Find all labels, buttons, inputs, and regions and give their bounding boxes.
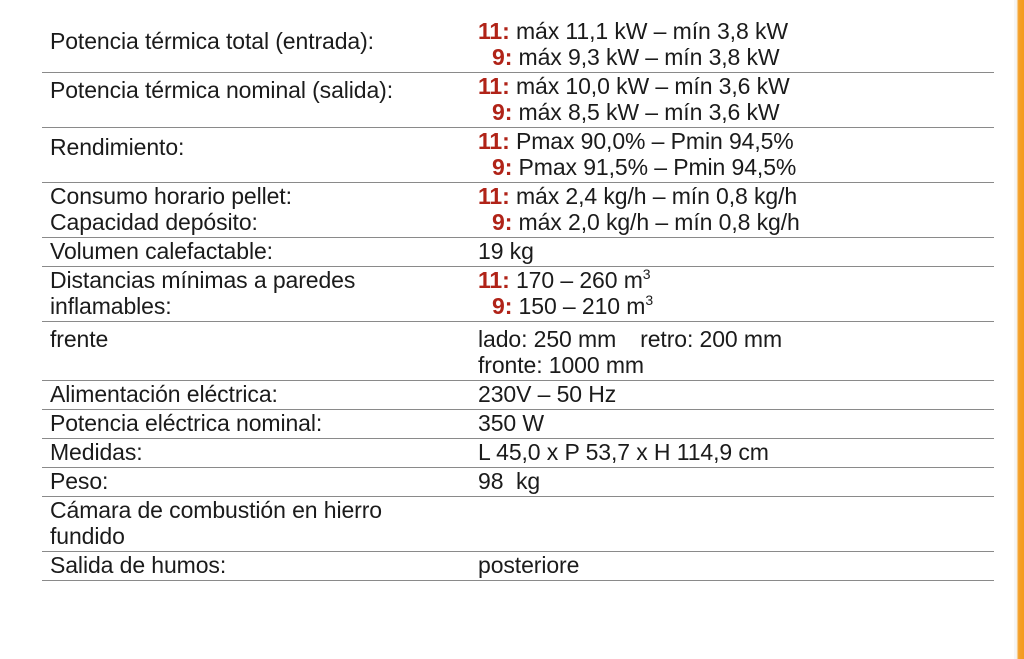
value-line bbox=[478, 326, 994, 352]
table-row bbox=[42, 497, 994, 552]
table-row bbox=[42, 183, 994, 238]
model-number: 11: bbox=[478, 18, 510, 44]
row-value bbox=[468, 410, 994, 439]
label-line: Medidas: bbox=[50, 439, 143, 465]
label-line: Peso: bbox=[50, 468, 109, 494]
value-line: L 45,0 x P 53,7 x H 114,9 cm bbox=[478, 439, 769, 465]
value-line bbox=[478, 154, 994, 180]
value-text: máx 2,0 kg/h – mín 0,8 kg/h bbox=[512, 209, 800, 235]
row-value bbox=[468, 18, 994, 73]
row-value bbox=[468, 267, 994, 322]
value-line bbox=[478, 209, 994, 235]
value-text: Pmax 90,0% – Pmin 94,5% bbox=[509, 128, 794, 154]
value-line: 230V – 50 Hz bbox=[478, 381, 617, 407]
row-label bbox=[42, 128, 468, 183]
value-text: retro: 200 mm bbox=[640, 326, 783, 352]
label-line: Cámara de combustión en hierro bbox=[50, 497, 382, 523]
row-label bbox=[42, 267, 468, 322]
table-row bbox=[42, 439, 994, 468]
row-value bbox=[468, 238, 994, 267]
label-line: Alimentación eléctrica: bbox=[50, 381, 278, 407]
value-text: máx 2,4 kg/h – mín 0,8 kg/h bbox=[509, 183, 798, 209]
model-number: 9: bbox=[492, 99, 513, 125]
value-line: fronte: 1000 mm bbox=[478, 352, 644, 378]
table-row bbox=[42, 468, 994, 497]
row-label bbox=[42, 552, 468, 581]
row-label bbox=[42, 381, 468, 410]
value-line bbox=[478, 293, 994, 319]
row-value bbox=[468, 497, 994, 552]
value-line: 19 kg bbox=[478, 238, 534, 264]
model-number: 11: bbox=[478, 267, 510, 293]
row-label bbox=[42, 468, 468, 497]
row-label bbox=[42, 73, 468, 128]
row-value bbox=[468, 468, 994, 497]
value-line bbox=[478, 267, 994, 293]
label-line: Potencia eléctrica nominal: bbox=[50, 410, 323, 436]
row-label bbox=[42, 497, 468, 552]
row-label bbox=[42, 439, 468, 468]
label-line: frente bbox=[50, 326, 109, 352]
value-text: 150 – 210 m bbox=[512, 293, 646, 319]
table-row bbox=[42, 267, 994, 322]
value-text: máx 11,1 kW – mín 3,8 kW bbox=[509, 18, 788, 44]
table-row bbox=[42, 410, 994, 439]
row-value bbox=[468, 183, 994, 238]
row-label bbox=[42, 410, 468, 439]
model-number: 9: bbox=[492, 293, 513, 319]
row-label bbox=[42, 322, 468, 381]
row-label bbox=[42, 18, 468, 73]
table-row bbox=[42, 73, 994, 128]
value-text: Pmax 91,5% – Pmin 94,5% bbox=[512, 154, 797, 180]
table-row bbox=[42, 128, 994, 183]
row-value bbox=[468, 381, 994, 410]
label-line: Distancias mínimas a paredes bbox=[50, 267, 356, 293]
table-row bbox=[42, 238, 994, 267]
table-row bbox=[42, 322, 994, 381]
value-line: 350 W bbox=[478, 410, 544, 436]
model-number: 11: bbox=[478, 73, 510, 99]
table-row bbox=[42, 552, 994, 581]
value-line bbox=[478, 183, 994, 209]
value-line: posteriore bbox=[478, 552, 580, 578]
label-line: Rendimiento: bbox=[50, 134, 185, 160]
row-label bbox=[42, 238, 468, 267]
value-text: 170 – 260 m bbox=[509, 267, 643, 293]
row-value bbox=[468, 73, 994, 128]
value-line bbox=[478, 99, 994, 125]
label-line: Volumen calefactable: bbox=[50, 238, 273, 264]
label-line: Capacidad depósito: bbox=[50, 209, 258, 235]
model-number: 9: bbox=[492, 209, 513, 235]
label-line: fundido bbox=[50, 523, 125, 549]
value-line bbox=[478, 128, 994, 154]
superscript: 3 bbox=[645, 292, 654, 308]
orange-accent-bar bbox=[1014, 0, 1024, 659]
value-line bbox=[478, 44, 994, 70]
row-value bbox=[468, 322, 994, 381]
label-line: Potencia térmica nominal (salida): bbox=[50, 77, 394, 103]
label-line: inflamables: bbox=[50, 293, 172, 319]
model-number: 9: bbox=[492, 44, 513, 70]
value-line bbox=[478, 18, 994, 44]
value-text: máx 9,3 kW – mín 3,8 kW bbox=[512, 44, 780, 70]
value-line bbox=[478, 73, 994, 99]
value-line: 98 kg bbox=[478, 468, 541, 494]
row-value bbox=[468, 552, 994, 581]
label-line: Salida de humos: bbox=[50, 552, 227, 578]
model-number: 9: bbox=[492, 154, 513, 180]
value-text: lado: 250 mm bbox=[478, 326, 617, 352]
table-row bbox=[42, 18, 994, 73]
table-row bbox=[42, 381, 994, 410]
row-label bbox=[42, 183, 468, 238]
superscript: 3 bbox=[642, 266, 651, 282]
row-value bbox=[468, 128, 994, 183]
spec-table bbox=[42, 18, 994, 581]
model-number: 11: bbox=[478, 183, 510, 209]
value-text: máx 8,5 kW – mín 3,6 kW bbox=[512, 99, 780, 125]
value-text: máx 10,0 kW – mín 3,6 kW bbox=[509, 73, 790, 99]
row-value bbox=[468, 439, 994, 468]
label-line: Potencia térmica total (entrada): bbox=[50, 28, 374, 54]
label-line: Consumo horario pellet: bbox=[50, 183, 292, 209]
model-number: 11: bbox=[478, 128, 510, 154]
